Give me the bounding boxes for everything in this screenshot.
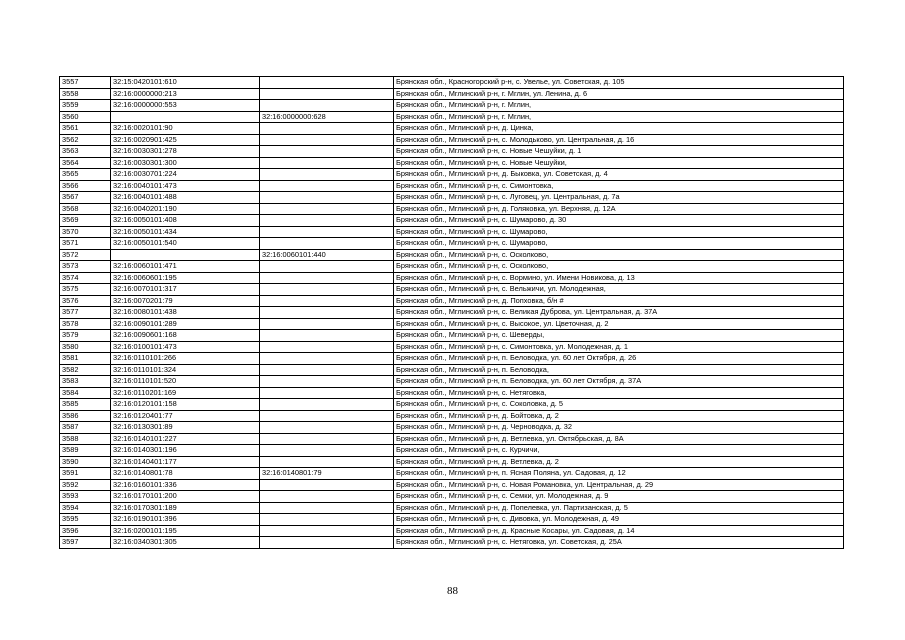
row-number-cell: 3570 (60, 226, 111, 238)
cadastral-number-cell: 32:16:0170101:200 (111, 491, 260, 503)
table-row (60, 410, 844, 422)
cadastral-number-cell: 32:16:0030301:278 (111, 146, 260, 158)
additional-cadastral-number-cell: 32:16:0140801:79 (260, 468, 394, 480)
row-number-cell: 3557 (60, 77, 111, 89)
additional-cadastral-number-cell (260, 433, 394, 445)
table-row (60, 341, 844, 353)
table-row (60, 445, 844, 457)
cadastral-number-cell: 32:16:0200101:195 (111, 525, 260, 537)
additional-cadastral-number-cell (260, 88, 394, 100)
cadastral-number-cell: 32:16:0140101:227 (111, 433, 260, 445)
cadastral-number-cell: 32:16:0080101:438 (111, 307, 260, 319)
additional-cadastral-number-cell (260, 479, 394, 491)
table-row (60, 157, 844, 169)
address-cell: Брянская обл., Красногорский р-н, с. Увелье, ул. Советская, д. 105 (394, 77, 844, 89)
additional-cadastral-number-cell (260, 491, 394, 503)
row-number-cell: 3579 (60, 330, 111, 342)
row-number-cell: 3578 (60, 318, 111, 330)
cadastral-number-cell: 32:16:0130301:89 (111, 422, 260, 434)
additional-cadastral-number-cell (260, 341, 394, 353)
table-row (60, 88, 844, 100)
address-cell: Брянская обл., Мглинский р-н, с. Высокое, ул. Цветочная, д. 2 (394, 318, 844, 330)
address-cell: Брянская обл., Мглинский р-н, д. Попховка, б/н # (394, 295, 844, 307)
cadastral-number-cell: 32:16:0030301:300 (111, 157, 260, 169)
additional-cadastral-number-cell (260, 203, 394, 215)
row-number-cell: 3573 (60, 261, 111, 273)
row-number-cell: 3574 (60, 272, 111, 284)
table-row (60, 318, 844, 330)
cadastral-number-cell: 32:16:0140801:78 (111, 468, 260, 480)
cadastral-number-cell: 32:16:0190101:396 (111, 514, 260, 526)
address-cell: Брянская обл., Мглинский р-н, с. Осколково, (394, 249, 844, 261)
address-cell: Брянская обл., Мглинский р-н, с. Семки, ул. Молодежная, д. 9 (394, 491, 844, 503)
address-cell: Брянская обл., Мглинский р-н, г. Мглин, ул. Ленина, д. 6 (394, 88, 844, 100)
address-cell: Брянская обл., Мглинский р-н, с. Луговец, ул. Центральная, д. 7а (394, 192, 844, 204)
address-cell: Брянская обл., Мглинский р-н, д. Цинка, (394, 123, 844, 135)
additional-cadastral-number-cell (260, 238, 394, 250)
table-row (60, 215, 844, 227)
cadastral-number-cell: 32:16:0070101:317 (111, 284, 260, 296)
additional-cadastral-number-cell (260, 180, 394, 192)
additional-cadastral-number-cell (260, 330, 394, 342)
cadastral-number-cell: 32:15:0420101:610 (111, 77, 260, 89)
additional-cadastral-number-cell (260, 525, 394, 537)
page-number: 88 (447, 585, 458, 597)
table-row (60, 537, 844, 549)
additional-cadastral-number-cell (260, 387, 394, 399)
cadastral-number-cell: 32:16:0040101:473 (111, 180, 260, 192)
address-cell: Брянская обл., Мглинский р-н, с. Шеверды, (394, 330, 844, 342)
additional-cadastral-number-cell (260, 284, 394, 296)
additional-cadastral-number-cell (260, 134, 394, 146)
additional-cadastral-number-cell: 32:16:0000000:628 (260, 111, 394, 123)
additional-cadastral-number-cell (260, 295, 394, 307)
address-cell: Брянская обл., Мглинский р-н, с. Новые Чешуйки, д. 1 (394, 146, 844, 158)
address-cell: Брянская обл., Мглинский р-н, д. Попелевка, ул. Партизанская, д. 5 (394, 502, 844, 514)
cadastral-number-cell: 32:16:0000000:213 (111, 88, 260, 100)
additional-cadastral-number-cell (260, 445, 394, 457)
additional-cadastral-number-cell (260, 192, 394, 204)
table-row (60, 192, 844, 204)
row-number-cell: 3585 (60, 399, 111, 411)
address-cell: Брянская обл., Мглинский р-н, с. Новые Чешуйки, (394, 157, 844, 169)
table-row (60, 180, 844, 192)
address-cell: Брянская обл., Мглинский р-н, с. Вормино, ул. Имени Новикова, д. 13 (394, 272, 844, 284)
cadastral-number-cell: 32:16:0090601:168 (111, 330, 260, 342)
address-cell: Брянская обл., Мглинский р-н, с. Осколково, (394, 261, 844, 273)
row-number-cell: 3566 (60, 180, 111, 192)
property-registry-table (59, 76, 844, 549)
table-row (60, 468, 844, 480)
row-number-cell: 3562 (60, 134, 111, 146)
address-cell: Брянская обл., Мглинский р-н, с. Великая Дуброва, ул. Центральная, д. 37А (394, 307, 844, 319)
table-row (60, 387, 844, 399)
row-number-cell: 3563 (60, 146, 111, 158)
cadastral-number-cell: 32:16:0110101:520 (111, 376, 260, 388)
table-row (60, 307, 844, 319)
row-number-cell: 3584 (60, 387, 111, 399)
row-number-cell: 3572 (60, 249, 111, 261)
cadastral-number-cell: 32:16:0120101:158 (111, 399, 260, 411)
additional-cadastral-number-cell (260, 307, 394, 319)
cadastral-number-cell: 32:16:0340301:305 (111, 537, 260, 549)
address-cell: Брянская обл., Мглинский р-н, г. Мглин, (394, 111, 844, 123)
cadastral-number-cell: 32:16:0040201:190 (111, 203, 260, 215)
table-row (60, 422, 844, 434)
address-cell: Брянская обл., Мглинский р-н, с. Молодьково, ул. Центральная, д. 16 (394, 134, 844, 146)
table-row (60, 399, 844, 411)
cadastral-number-cell: 32:16:0030701:224 (111, 169, 260, 181)
cadastral-number-cell: 32:16:0140401:177 (111, 456, 260, 468)
row-number-cell: 3568 (60, 203, 111, 215)
row-number-cell: 3591 (60, 468, 111, 480)
cadastral-number-cell: 32:16:0170301:189 (111, 502, 260, 514)
cadastral-number-cell: 32:16:0070201:79 (111, 295, 260, 307)
cadastral-number-cell: 32:16:0020901:425 (111, 134, 260, 146)
table-row (60, 502, 844, 514)
additional-cadastral-number-cell (260, 272, 394, 284)
address-cell: Брянская обл., Мглинский р-н, д. Быковка, ул. Советская, д. 4 (394, 169, 844, 181)
row-number-cell: 3596 (60, 525, 111, 537)
cadastral-number-cell: 32:16:0120401:77 (111, 410, 260, 422)
address-cell: Брянская обл., Мглинский р-н, с. Шумарово, (394, 238, 844, 250)
row-number-cell: 3582 (60, 364, 111, 376)
additional-cadastral-number-cell (260, 100, 394, 112)
table-row (60, 295, 844, 307)
address-cell: Брянская обл., Мглинский р-н, д. Черноводка, д. 32 (394, 422, 844, 434)
cadastral-number-cell: 32:16:0060101:471 (111, 261, 260, 273)
row-number-cell: 3583 (60, 376, 111, 388)
table-row (60, 249, 844, 261)
address-cell: Брянская обл., Мглинский р-н, с. Шумарово, (394, 226, 844, 238)
table-row (60, 284, 844, 296)
table-row (60, 238, 844, 250)
cadastral-number-cell: 32:16:0040101:488 (111, 192, 260, 204)
address-cell: Брянская обл., Мглинский р-н, г. Мглин, (394, 100, 844, 112)
address-cell: Брянская обл., Мглинский р-н, д. Ветлевка, ул. Октябрьская, д. 8А (394, 433, 844, 445)
address-cell: Брянская обл., Мглинский р-н, с. Новая Романовка, ул. Центральная, д. 29 (394, 479, 844, 491)
row-number-cell: 3592 (60, 479, 111, 491)
row-number-cell: 3587 (60, 422, 111, 434)
address-cell: Брянская обл., Мглинский р-н, п. Беловодка, ул. 60 лет Октября, д. 37А (394, 376, 844, 388)
row-number-cell: 3577 (60, 307, 111, 319)
cadastral-number-cell (111, 249, 260, 261)
additional-cadastral-number-cell (260, 502, 394, 514)
cadastral-number-cell: 32:16:0050101:408 (111, 215, 260, 227)
row-number-cell: 3594 (60, 502, 111, 514)
cadastral-number-cell (111, 111, 260, 123)
row-number-cell: 3589 (60, 445, 111, 457)
address-cell: Брянская обл., Мглинский р-н, с. Симонтовка, ул. Молодежная, д. 1 (394, 341, 844, 353)
address-cell: Брянская обл., Мглинский р-н, д. Ветлевка, д. 2 (394, 456, 844, 468)
address-cell: Брянская обл., Мглинский р-н, с. Нетяговка, ул. Советская, д. 25А (394, 537, 844, 549)
table-row (60, 146, 844, 158)
table-row (60, 364, 844, 376)
registry-table-body (60, 77, 844, 549)
table-row (60, 203, 844, 215)
cadastral-number-cell: 32:16:0050101:540 (111, 238, 260, 250)
additional-cadastral-number-cell (260, 318, 394, 330)
additional-cadastral-number-cell (260, 215, 394, 227)
row-number-cell: 3595 (60, 514, 111, 526)
additional-cadastral-number-cell (260, 376, 394, 388)
additional-cadastral-number-cell (260, 410, 394, 422)
additional-cadastral-number-cell (260, 514, 394, 526)
table-row (60, 433, 844, 445)
table-row (60, 491, 844, 503)
row-number-cell: 3565 (60, 169, 111, 181)
row-number-cell: 3597 (60, 537, 111, 549)
table-row (60, 514, 844, 526)
cadastral-number-cell: 32:16:0090101:289 (111, 318, 260, 330)
address-cell: Брянская обл., Мглинский р-н, п. Беловодка, (394, 364, 844, 376)
cadastral-number-cell: 32:16:0100101:473 (111, 341, 260, 353)
cadastral-number-cell: 32:16:0020101:90 (111, 123, 260, 135)
additional-cadastral-number-cell: 32:16:0060101:440 (260, 249, 394, 261)
table-row (60, 353, 844, 365)
table-row (60, 77, 844, 89)
additional-cadastral-number-cell (260, 261, 394, 273)
row-number-cell: 3581 (60, 353, 111, 365)
row-number-cell: 3576 (60, 295, 111, 307)
cadastral-number-cell: 32:16:0110101:266 (111, 353, 260, 365)
address-cell: Брянская обл., Мглинский р-н, п. Ясная Поляна, ул. Садовая, д. 12 (394, 468, 844, 480)
table-row (60, 134, 844, 146)
table-row (60, 330, 844, 342)
row-number-cell: 3580 (60, 341, 111, 353)
row-number-cell: 3564 (60, 157, 111, 169)
row-number-cell: 3567 (60, 192, 111, 204)
additional-cadastral-number-cell (260, 399, 394, 411)
additional-cadastral-number-cell (260, 456, 394, 468)
address-cell: Брянская обл., Мглинский р-н, с. Нетяговка, (394, 387, 844, 399)
additional-cadastral-number-cell (260, 364, 394, 376)
row-number-cell: 3593 (60, 491, 111, 503)
address-cell: Брянская обл., Мглинский р-н, с. Дивовка, ул. Молодежная, д. 49 (394, 514, 844, 526)
table-row (60, 226, 844, 238)
cadastral-number-cell: 32:16:0110201:169 (111, 387, 260, 399)
address-cell: Брянская обл., Мглинский р-н, п. Беловодка, ул. 60 лет Октября, д. 26 (394, 353, 844, 365)
address-cell: Брянская обл., Мглинский р-н, д. Красные Косары, ул. Садовая, д. 14 (394, 525, 844, 537)
additional-cadastral-number-cell (260, 123, 394, 135)
table-row (60, 100, 844, 112)
row-number-cell: 3569 (60, 215, 111, 227)
table-row (60, 479, 844, 491)
cadastral-number-cell: 32:16:0160101:336 (111, 479, 260, 491)
address-cell: Брянская обл., Мглинский р-н, д. Бойтовка, д. 2 (394, 410, 844, 422)
address-cell: Брянская обл., Мглинский р-н, с. Симонтовка, (394, 180, 844, 192)
row-number-cell: 3561 (60, 123, 111, 135)
additional-cadastral-number-cell (260, 157, 394, 169)
row-number-cell: 3586 (60, 410, 111, 422)
additional-cadastral-number-cell (260, 537, 394, 549)
address-cell: Брянская обл., Мглинский р-н, д. Голяковка, ул. Верхняя, д. 12А (394, 203, 844, 215)
table-row (60, 261, 844, 273)
cadastral-number-cell: 32:16:0060601:195 (111, 272, 260, 284)
table-row (60, 272, 844, 284)
row-number-cell: 3559 (60, 100, 111, 112)
additional-cadastral-number-cell (260, 169, 394, 181)
table-row (60, 456, 844, 468)
address-cell: Брянская обл., Мглинский р-н, с. Курчичи, (394, 445, 844, 457)
cadastral-number-cell: 32:16:0140301:196 (111, 445, 260, 457)
address-cell: Брянская обл., Мглинский р-н, с. Вельжичи, ул. Молодежная, (394, 284, 844, 296)
additional-cadastral-number-cell (260, 422, 394, 434)
additional-cadastral-number-cell (260, 146, 394, 158)
address-cell: Брянская обл., Мглинский р-н, с. Соколовка, д. 5 (394, 399, 844, 411)
table-row (60, 111, 844, 123)
row-number-cell: 3571 (60, 238, 111, 250)
table-row (60, 376, 844, 388)
row-number-cell: 3575 (60, 284, 111, 296)
row-number-cell: 3560 (60, 111, 111, 123)
cadastral-number-cell: 32:16:0110101:324 (111, 364, 260, 376)
additional-cadastral-number-cell (260, 226, 394, 238)
row-number-cell: 3590 (60, 456, 111, 468)
row-number-cell: 3558 (60, 88, 111, 100)
cadastral-number-cell: 32:16:0000000:553 (111, 100, 260, 112)
address-cell: Брянская обл., Мглинский р-н, с. Шумарово, д. 30 (394, 215, 844, 227)
additional-cadastral-number-cell (260, 77, 394, 89)
table-row (60, 123, 844, 135)
table-row (60, 525, 844, 537)
cadastral-number-cell: 32:16:0050101:434 (111, 226, 260, 238)
row-number-cell: 3588 (60, 433, 111, 445)
table-row (60, 169, 844, 181)
additional-cadastral-number-cell (260, 353, 394, 365)
